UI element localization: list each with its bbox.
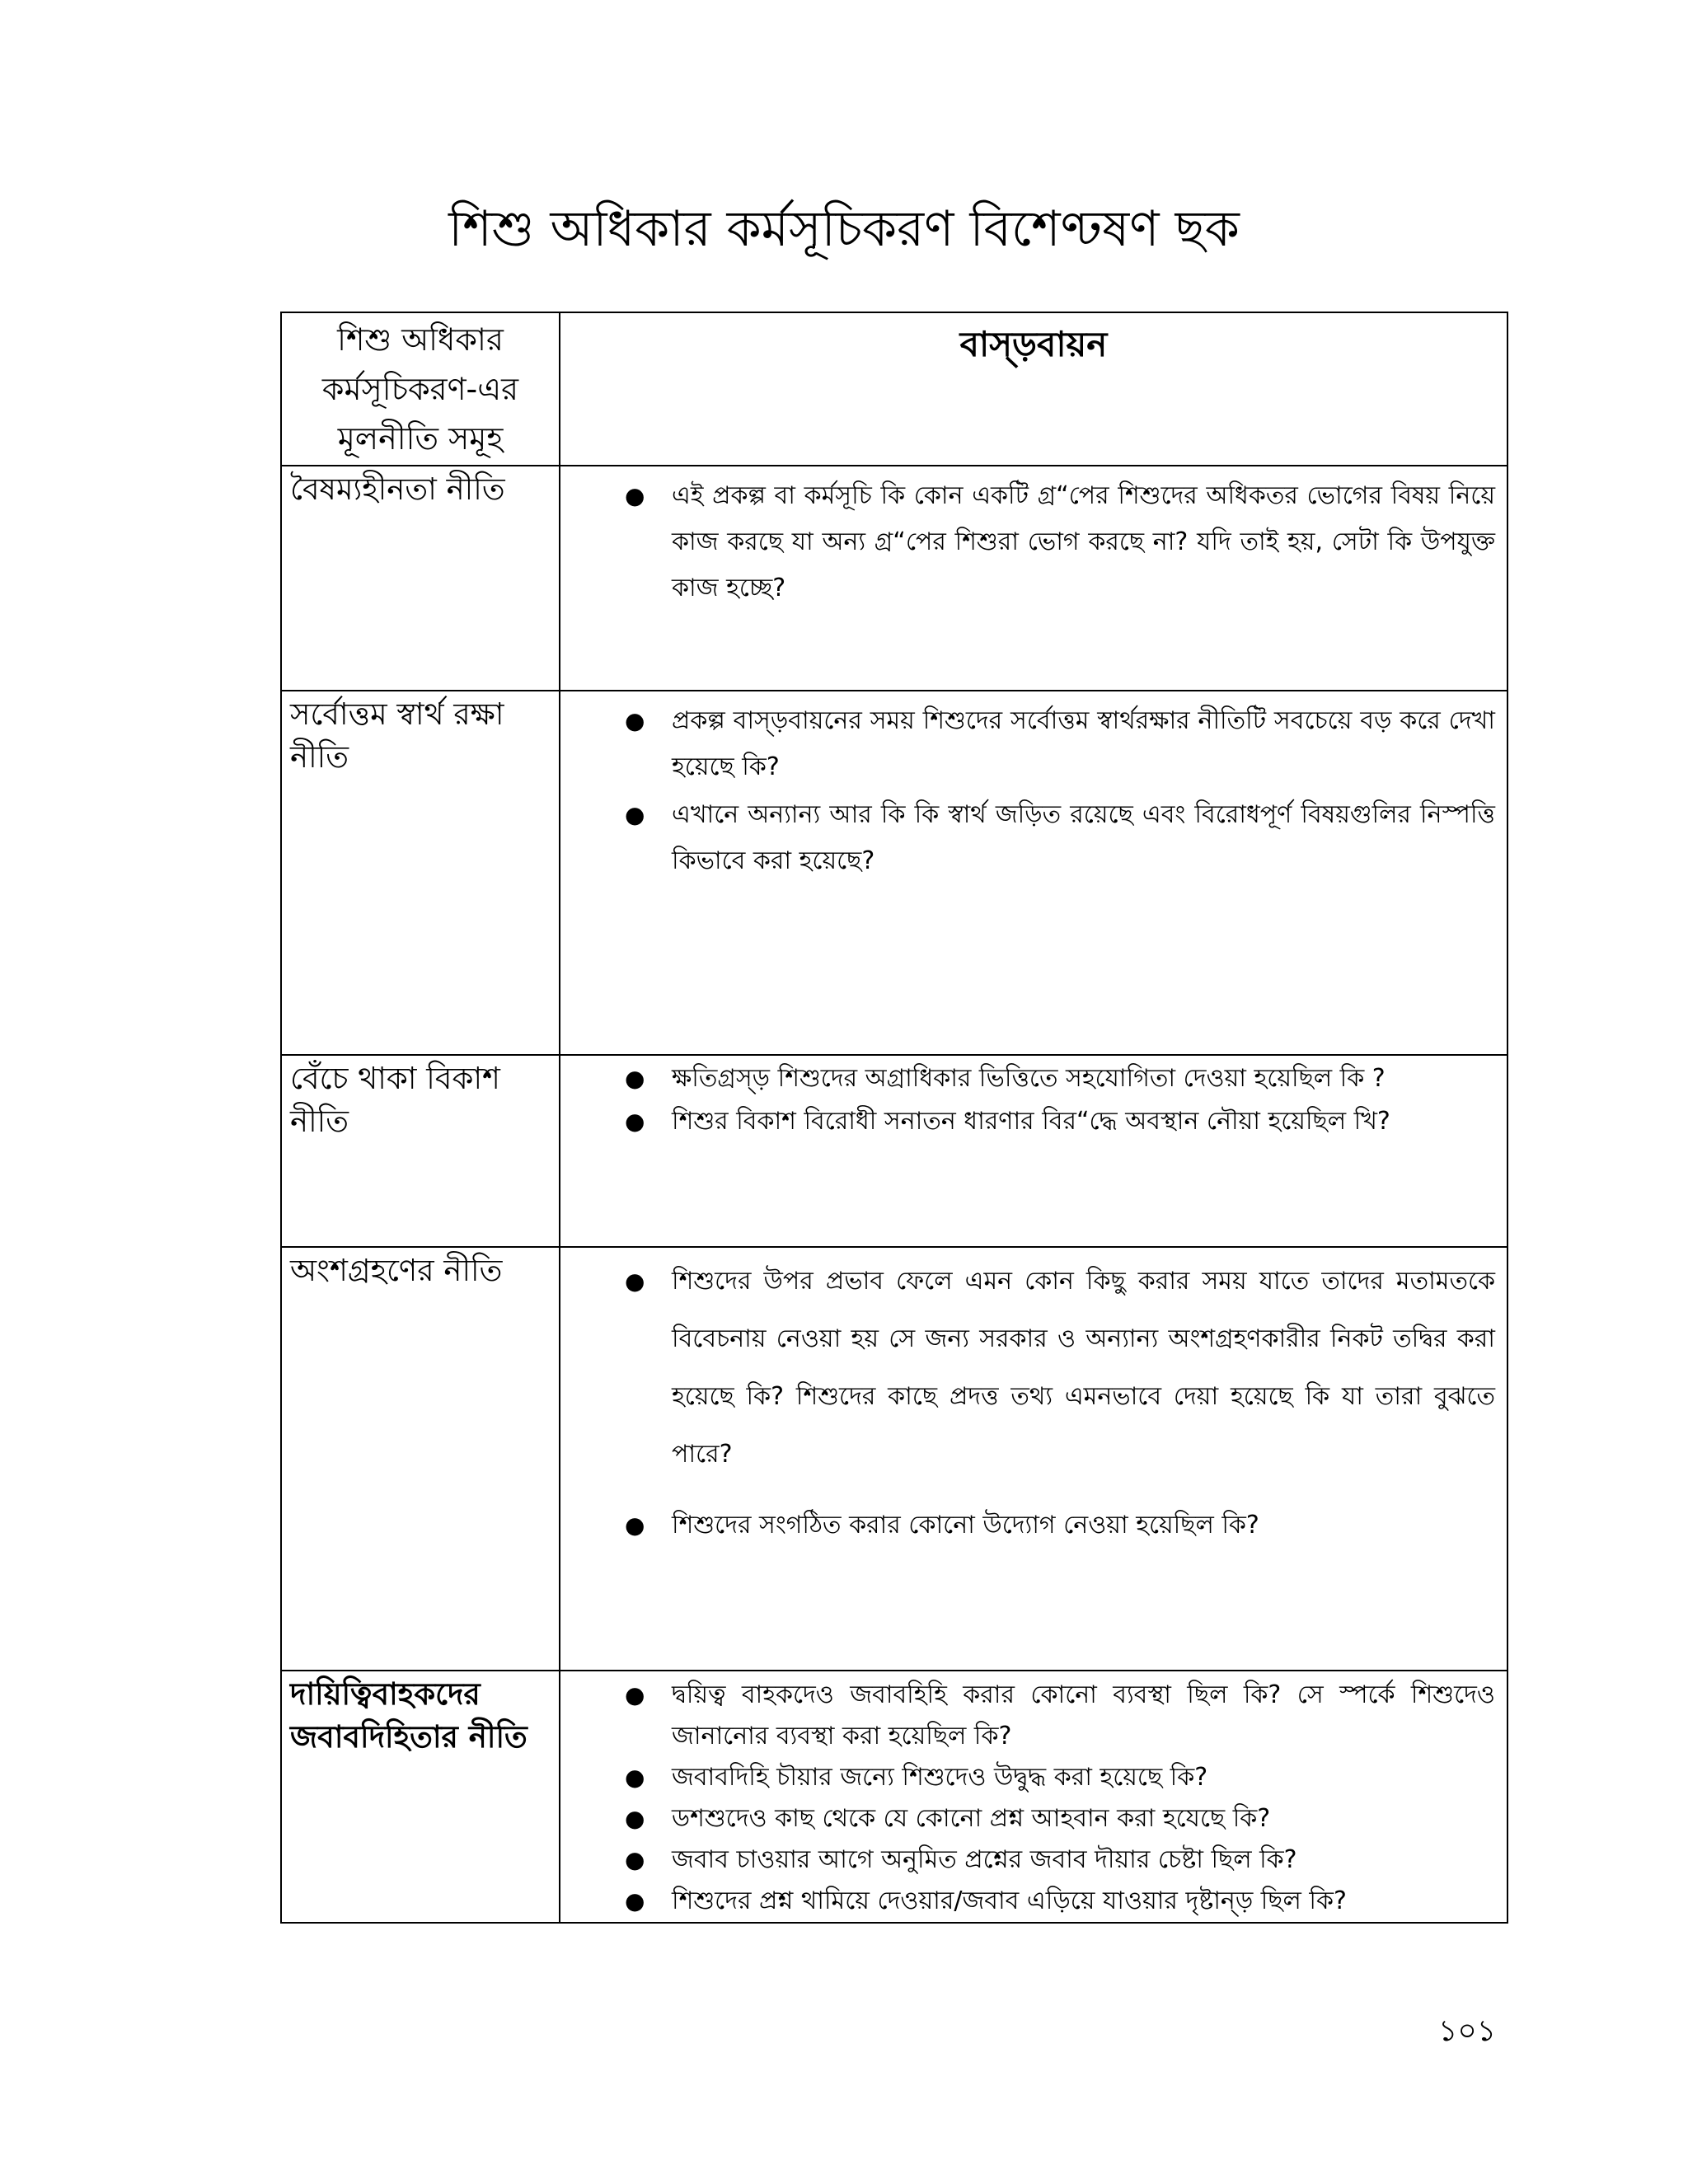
bullet-icon: ● bbox=[625, 1511, 645, 1539]
principle-cell: সর্বোত্তম স্বার্থ রক্ষা নীতি bbox=[281, 691, 560, 1055]
item-text: শিশুদের সংগঠিত করার কোনো উদ্যোগ নেওয়া হয়েছিল কি? bbox=[672, 1511, 1259, 1540]
implementation-cell bbox=[560, 1247, 1507, 1671]
list-item bbox=[560, 1840, 1495, 1881]
list-item bbox=[560, 1675, 1495, 1757]
item-text: জবাব চাওয়ার আগে অনুমিত প্রশ্নের জবাব দৗয়ার চেষ্টা ছিল কি? bbox=[672, 1845, 1297, 1874]
bullet-icon: ● bbox=[625, 1805, 645, 1832]
header-implementation: বাস্ড়বায়ন bbox=[560, 312, 1507, 466]
principle-cell: বৈষম্যহীনতা নীতি bbox=[281, 466, 560, 691]
page-title: শিশু অধিকার কর্মসূচিকরণ বিশেণ্ঢষণ ছক bbox=[448, 200, 1240, 258]
item-text: দ্বয়িত্ব বাহকদেও জবাবহিহি করার কোনো ব্যবস্থা ছিল কি? সে স্পর্কে শিশুদেও জানানোর ব্যবস্থা করা হয়েছিল কি? bbox=[672, 1680, 1495, 1750]
list-item bbox=[560, 792, 1495, 884]
bullet-icon: ● bbox=[625, 1065, 645, 1092]
table-row bbox=[281, 1055, 1507, 1247]
table-row bbox=[281, 1247, 1507, 1671]
principle-cell: দায়িত্বিবাহকদের জবাবদিহিতার নীতি bbox=[281, 1671, 560, 1923]
bullet-icon: ● bbox=[625, 1887, 645, 1915]
analysis-table bbox=[280, 312, 1508, 1924]
list-item bbox=[560, 698, 1495, 790]
page-number: ১০১ bbox=[1438, 2014, 1497, 2048]
list-item bbox=[560, 1497, 1495, 1554]
principle-cell: বেঁচে থাকা বিকাশ নীতি bbox=[281, 1055, 560, 1247]
list-item bbox=[560, 1881, 1495, 1922]
bullet-icon: ● bbox=[625, 1846, 645, 1873]
implementation-cell bbox=[560, 1671, 1507, 1923]
bullet-icon: ● bbox=[625, 1268, 645, 1295]
item-text: এখানে অন্যান্য আর কি কি স্বার্থ জড়িত রয়েছে এবং বিরোধপূর্ণ বিষয়গুলির নিস্পত্তি কিভাবে করা হয়েছে? bbox=[672, 800, 1495, 875]
bullet-icon: ● bbox=[625, 482, 645, 509]
bullet-icon: ● bbox=[625, 801, 645, 828]
item-text: শিশুদের উপর প্রভাব ফেলে এমন কোন কিছু করার সময় যাতে তাদের মতামতকে বিবেচনায় নেওয়া হয় সে জন্য সরকার ও অন্যান্য অংশগ্রহণকারীর নিকট তদ্বির করা হয়েছে কি? শিশুদের কাছে প্রদত্ত তথ্য এমনভাবে দেয়া হয়েছে কি যা তারা বুঝতে পারে? bbox=[672, 1267, 1495, 1469]
table-row bbox=[281, 691, 1507, 1055]
item-text: শিশুদের প্রশ্ন থামিয়ে দেওয়ার/জবাব এড়িয়ে যাওয়ার দৃষ্টান্ড় ছিল কি? bbox=[672, 1886, 1347, 1915]
implementation-cell bbox=[560, 466, 1507, 691]
list-item bbox=[560, 1253, 1495, 1483]
item-text: প্রকল্প বাস্ড়বায়নের সময় শিশুদের সর্বোত্তম স্বার্থরক্ষার নীতিটি সবচেয়ে বড় করে দেখা হয়েছে কি? bbox=[672, 706, 1495, 781]
list-item bbox=[560, 1798, 1495, 1840]
item-text: ক্ষতিগ্রস্ড় শিশুদের অগ্রাধিকার ভিত্তিতে সহযোগিতা দেওয়া হয়েছিল কি ? bbox=[672, 1064, 1386, 1093]
table-row bbox=[281, 1671, 1507, 1923]
bullet-icon: ● bbox=[625, 1108, 645, 1135]
principle-cell: অংশগ্রহণের নীতি bbox=[281, 1247, 560, 1671]
list-item bbox=[560, 1057, 1495, 1100]
table-row bbox=[281, 466, 1507, 691]
list-item bbox=[560, 473, 1495, 612]
bullet-icon: ● bbox=[625, 1681, 645, 1708]
bullet-icon: ● bbox=[625, 1764, 645, 1791]
header-principles: শিশু অধিকার কর্মসূচিকরণ-এর মূলনীতি সমূহ bbox=[281, 312, 560, 466]
list-item bbox=[560, 1757, 1495, 1798]
implementation-cell bbox=[560, 1055, 1507, 1247]
implementation-cell bbox=[560, 691, 1507, 1055]
table-header-row bbox=[281, 312, 1507, 466]
bullet-icon: ● bbox=[625, 707, 645, 734]
item-text: জবাবদিহি চৗয়ার জন্যে শিশুদেও উদ্বুদ্ধ করা হয়েছে কি? bbox=[672, 1763, 1208, 1792]
item-text: এই প্রকল্প বা কর্মসূচি কি কোন একটি গ্র“পের শিশুদের অধিকতর ভোগের বিষয় নিয়ে কাজ করছে যা অন্য গ্র“পের শিশুরা ভোগ করছে না? যদি তাই হয়, সেটা কি উপযুক্ত কাজ হচ্ছে? bbox=[672, 481, 1495, 602]
list-item bbox=[560, 1100, 1495, 1143]
item-text: শিশুর বিকাশ বিরোধী সনাতন ধারণার বির“দ্ধে অবস্থান নৌয়া হয়েছিল খি? bbox=[672, 1107, 1390, 1136]
item-text: ডশশুদেও কাছ থেকে যে কোনো প্রশ্ন আহবান করা হযেছে কি? bbox=[672, 1804, 1271, 1833]
